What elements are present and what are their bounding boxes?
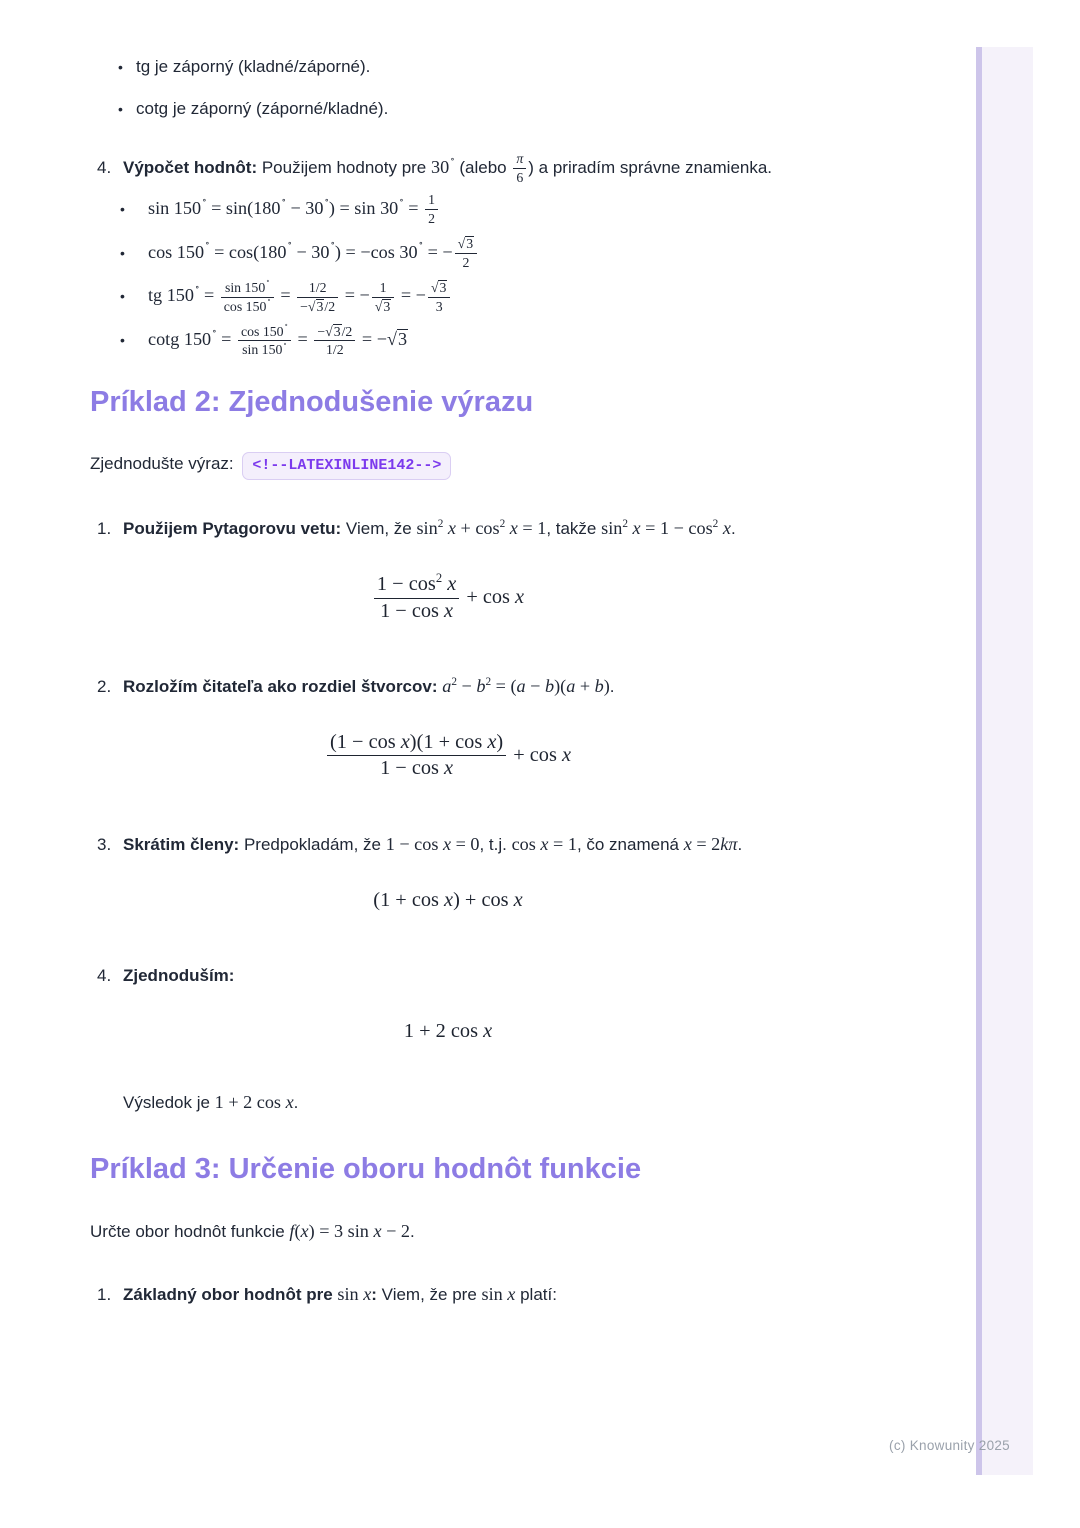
step-text: Skrátim členy: Predpokladám, že 1 − cos x = 0, t.j. cos x = 1, čo znamená x = 2kπ. [123,833,743,854]
display-formula: 1 + 2 cos x [403,1019,493,1042]
step-number: 3. [97,834,112,854]
step-number: 4. [97,158,112,177]
list-item [120,280,806,315]
math-formula: cotg 150∘ = $\frac{\cos 150^\circ}{\sin 150^\circ}$ = $\frac{-√3/2}{1/2}$ = −√3 [148,321,408,358]
task-intro: Určte obor hodnôt funkcie f(x) = 3 sin x − 2. [90,1220,415,1241]
bullet-icon: • [120,288,125,305]
numbered-step-2 [90,669,806,704]
bullet-text: cotg je záporný (záporné/kladné). [136,99,389,118]
result-text: Výsledok je 1 + 2 cos x. [123,1091,299,1112]
task-intro [90,449,806,481]
step-text: Použijem Pytagorovu vetu: Viem, že $\sin^2 x + \cos^2 x = 1$, takže $\sin^2 x = 1 - \cos^2 x$. [123,518,736,539]
step-number: 1. [97,1284,112,1304]
bullet-icon: • [120,244,125,261]
step-text: Základný obor hodnôt pre sin x: Viem, že pre sin x platí: [123,1283,557,1304]
task-intro-label: Zjednodušte výraz: [90,454,234,474]
numbered-step-3 [90,827,806,862]
step-number: 2. [97,677,112,697]
step-text: Výpočet hodnôt: Použijem hodnoty pre 30∘ (alebo $\frac{\pi}{6}$ ) a priradím správne znamienka. [123,151,773,186]
math-formula: sin 150∘ = sin(180∘ − 30∘) = sin 30∘ = $\frac{1}{2}$ [148,192,440,227]
numbered-step-1 [90,511,806,546]
step-text: Rozložím čitateľa ako rozdiel štvorcov: $a^2 - b^2 = (a - b)(a + b)$. [123,676,615,697]
display-formula: (1 + cos x) + cos x [373,888,523,911]
bullet-icon: • [120,200,125,217]
page-content [90,54,806,1312]
list-item [120,192,806,227]
step-number: 4. [97,965,112,985]
bullet-icon: • [118,59,123,75]
copyright-text: (c) Knowunity 2025 [889,1438,1010,1453]
list-item [118,54,806,80]
display-formula: $\frac{1 - \cos^2 x}{\text{1 − cos x}}$ + cos x [90,573,806,623]
bullet-icon: • [120,332,125,349]
list-item [120,236,806,271]
bullet-icon: • [118,101,123,117]
numbered-step-4b [90,958,806,993]
next-page-edge [976,47,1033,1475]
math-formula: tg 150∘ = $\frac{\sin 150^\circ}{\cos 150^\circ}$ = $\frac{1/2}{-√3/2}$ = − $\frac{1}{√3}$ = − $\frac{√3}{3}$ [148,280,452,315]
value-computation-list [90,192,806,358]
section-heading-priklad-3: Príklad 3: Určenie oboru hodnôt funkcie [90,1152,642,1185]
list-item [120,321,806,359]
step-number: 1. [97,519,112,539]
numbered-step-1b [90,1277,806,1312]
bullet-text: tg je záporný (kladné/záporné). [136,57,371,76]
math-formula: cos 150∘ = cos(180∘ − 30∘) = −cos 30∘ = − $\frac{√3}{2}$ [148,236,479,271]
list-item [118,96,806,122]
numbered-step-4 [90,150,806,186]
inline-code-chip: <!--LATEXINLINE142--> [242,452,451,480]
sign-conclusion-list [90,54,806,122]
section-heading-priklad-2: Príklad 2: Zjednodušenie výrazu [90,386,534,419]
step-text: Zjednoduším: [123,965,235,985]
display-formula: $\frac{\text{(1 − cos x)(1 + cos x)}}{\text{1 − cos x}}$ + cos x [90,731,806,781]
